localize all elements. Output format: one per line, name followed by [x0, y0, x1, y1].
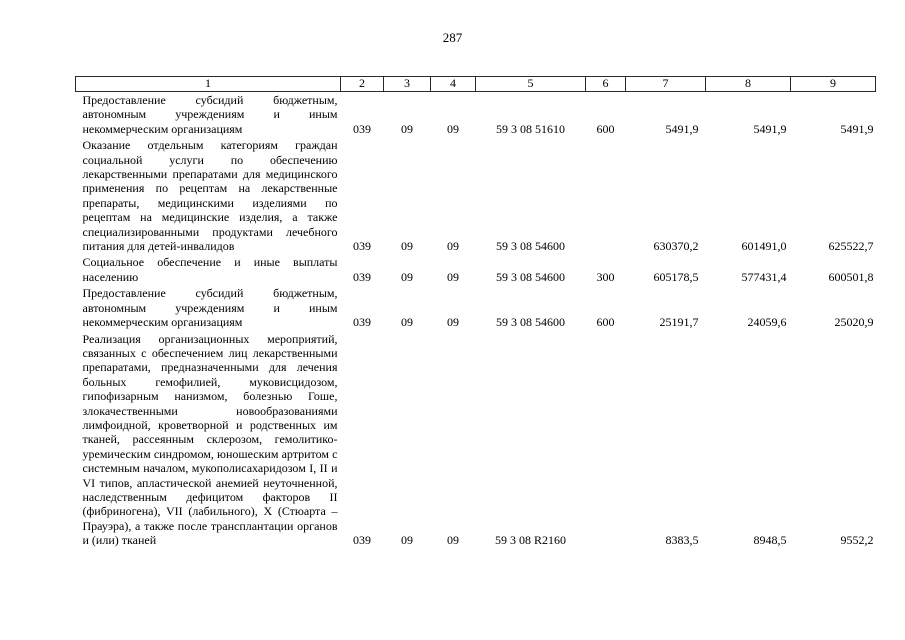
- column-number-header: 9: [791, 77, 876, 92]
- code-cell: 039: [353, 239, 371, 254]
- target-article-cell: 59 3 08 54600: [496, 315, 565, 330]
- amount-cell: 24059,6: [747, 315, 787, 330]
- amount-cell: 600501,8: [828, 269, 874, 284]
- amount-cell: 5491,9: [665, 121, 699, 136]
- name-cell: Предоставление субсидий бюджетным, автономным учреждениям и иным некоммерческим организациям: [82, 286, 338, 330]
- name-cell: Реализация организационных мероприятий, связанных с обеспечением лиц лекарственными препаратами, предназначенными для лечения больных гемофилией, муковисцидозом, гипофизарным нанизмом, болезнью Гоше, злокачественными новообразованиями лимфоидной, кроветворной и родственных им тканей, рассеянным склерозом, гемолитико-уремическим синдромом, юношеским артритом с системным началом, мукополисахаридозом I, II и VI типов, апластической анемией неуточненной, наследственным дефицитом факторов II (фибриногена), VII (лабильного), X (Стюарта – Прауэра), а также после трансплантации органов и (или) тканей: [82, 331, 338, 548]
- code-cell: 039: [353, 121, 371, 136]
- amount-cell: 25191,7: [659, 315, 699, 330]
- table-header: [76, 77, 876, 92]
- amount-cell: 8948,5: [753, 533, 787, 548]
- code-cell: 09: [401, 269, 413, 284]
- expense-type-cell: [586, 331, 626, 549]
- name-cell: Социальное обеспечение и иные выплаты населению: [82, 255, 338, 284]
- budget-table: [75, 76, 876, 549]
- code-cell: 09: [447, 239, 459, 254]
- expense-type-cell: 600: [596, 315, 615, 330]
- amount-cell: 625522,7: [828, 239, 874, 254]
- amount-cell: 577431,4: [741, 269, 787, 284]
- expense-type-cell: [586, 137, 626, 254]
- code-cell: 039: [353, 269, 371, 284]
- code-cell: 09: [447, 269, 459, 284]
- column-number-header: 5: [476, 77, 586, 92]
- target-article-cell: 59 3 08 R2160: [494, 533, 566, 548]
- code-cell: 09: [447, 533, 459, 548]
- code-cell: 09: [447, 121, 459, 136]
- amount-cell: 9552,2: [840, 533, 874, 548]
- code-cell: 09: [401, 239, 413, 254]
- table-row: [76, 285, 876, 330]
- code-cell: 09: [401, 533, 413, 548]
- target-article-cell: 59 3 08 51610: [496, 121, 565, 136]
- column-number-header: 1: [76, 77, 341, 92]
- expense-type-cell: 300: [596, 269, 615, 284]
- column-number-header: 4: [431, 77, 476, 92]
- amount-cell: 605178,5: [653, 269, 699, 284]
- target-article-cell: 59 3 08 54600: [496, 269, 565, 284]
- column-number-header: 2: [341, 77, 384, 92]
- table-row: [76, 331, 876, 549]
- table-header-row: [76, 77, 876, 92]
- name-cell: Предоставление субсидий бюджетным, автономным учреждениям и иным некоммерческим организациям: [82, 93, 338, 136]
- column-number-header: 7: [626, 77, 706, 92]
- code-cell: 09: [401, 315, 413, 330]
- amount-cell: 5491,9: [840, 121, 874, 136]
- column-number-header: 6: [586, 77, 626, 92]
- column-number-header: 3: [384, 77, 431, 92]
- amount-cell: 5491,9: [753, 121, 787, 136]
- table-row: [76, 137, 876, 254]
- code-cell: 039: [353, 533, 371, 548]
- name-cell: Оказание отдельным категориям граждан социальной услуги по обеспечению лекарственными препаратами для медицинского применения по рецептам на лекарственные препараты, медицинскими изделиями по рецептам на медицинские изделия, а также специализированными продуктами лечебного питания для детей-инвалидов: [82, 138, 338, 254]
- amount-cell: 630370,2: [653, 239, 699, 254]
- amount-cell: 601491,0: [741, 239, 787, 254]
- code-cell: 09: [447, 315, 459, 330]
- page-number: 287: [442, 30, 463, 45]
- code-cell: 039: [353, 315, 371, 330]
- table-row: [76, 92, 876, 138]
- amount-cell: 8383,5: [665, 533, 699, 548]
- column-number-header: 8: [706, 77, 791, 92]
- table-body: [76, 92, 876, 549]
- code-cell: 09: [401, 121, 413, 136]
- expense-type-cell: 600: [596, 121, 615, 136]
- amount-cell: 25020,9: [834, 315, 874, 330]
- target-article-cell: 59 3 08 54600: [496, 239, 565, 254]
- table-row: [76, 254, 876, 285]
